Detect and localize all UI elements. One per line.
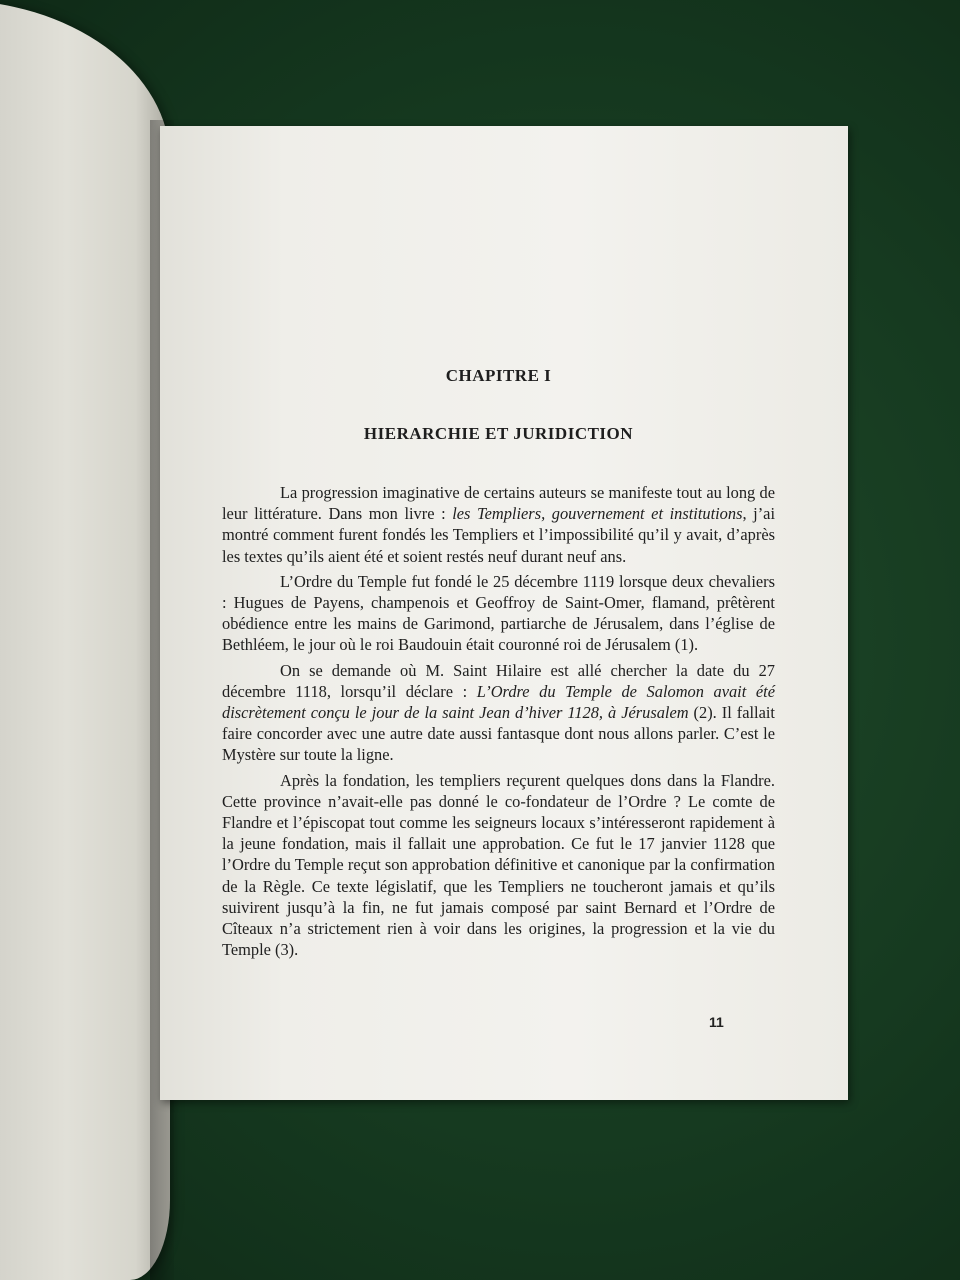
body-text (222, 482, 775, 960)
page-number: 11 (709, 1014, 724, 1030)
text-run: La progression imaginative de certains auteurs se manifeste tout au long de leur littérature. Dans mon livre : (222, 483, 775, 524)
text-run: L’Ordre du Temple fut fondé le 25 décembre 1119 lorsque deux chevaliers : Hugues de Payens, champenois et Geoffroy de Saint-Omer, flamand, prêtèrent obédience entre les mains de Garimond, partiarche de Jérusalem, dans l’église de Bethléem, le jour où le roi Baudouin était couronné roi de Jérusalem (1). (222, 571, 775, 655)
text-run: Après la fondation, les templiers reçurent quelques dons dans la Flandre. Cette province n’avait-elle pas donné le co-fondateur de l’Ordre ? Le comte de Flandre et l’épiscopat tout comme les seigneurs locaux s’intéresseront rapidement à la jeune fondation, mais il fallait une approbation. Ce fut le 17 janvier 1128 que l’Ordre du Temple reçut son approbation définitive et canonique par la confirmation de la Règle. Ce texte législatif, que les Templiers ne toucheront jamais et qu’ils suivirent jusqu’à la fin, ne fut jamais composé par saint Bernard et l’Ordre de Cîteaux n’a strictement rien à voir dans les origines, la progression et la vie du Temple (3). (222, 770, 775, 960)
paragraph (222, 482, 775, 567)
paragraph (222, 660, 775, 766)
section-heading: HIERARCHIE ET JURIDICTION (363, 424, 634, 443)
chapter-heading: CHAPITRE I (445, 366, 552, 385)
left-page (0, 0, 170, 1280)
italic-text: L’Ordre du Temple de Salomon avait été discrètement conçu le jour de la saint Jean d’hiver 1128, à Jérusalem (222, 681, 775, 723)
text-run: On se demande où M. Saint Hilaire est allé chercher la date du 27 décembre 1118, lorsqu’il déclare : (222, 660, 775, 701)
paragraph (222, 571, 775, 656)
text-run: (2). Il fallait faire concorder avec une autre date aussi fantasque dont nous allons parler. C’est le Mystère sur toute la ligne. (222, 703, 775, 765)
book-page (160, 126, 848, 1100)
italic-text: les Templiers, gouvernement et institutions (452, 504, 743, 524)
page-text-block (222, 366, 775, 960)
text-run: , j’ai montré comment furent fondés les Templiers et l’impossibilité qu’il y avait, d’après les textes qu’ils aient été et soient restés neuf durant neuf ans. (222, 504, 775, 566)
paragraph (222, 770, 775, 961)
